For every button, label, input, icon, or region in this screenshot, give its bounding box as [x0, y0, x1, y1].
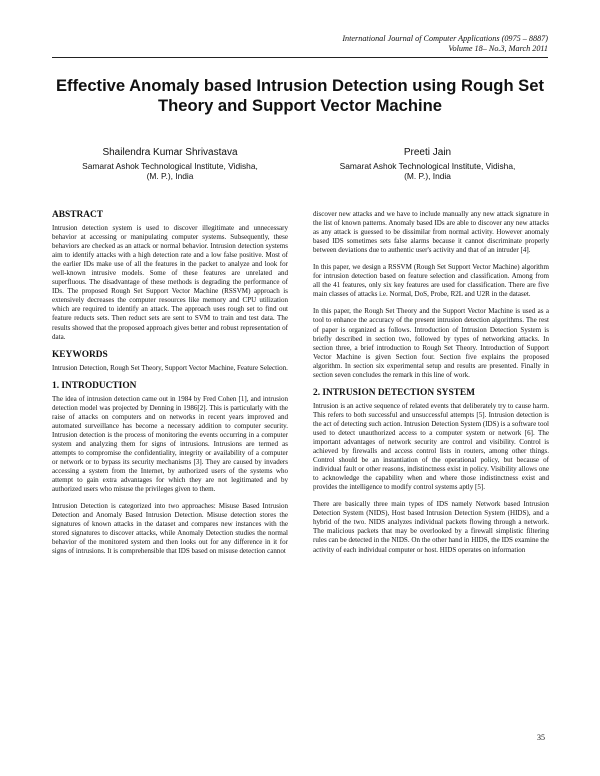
introduction-heading: 1. INTRODUCTION — [52, 380, 137, 391]
journal-name: International Journal of Computer Applications (0975 – 8887) — [342, 34, 548, 43]
right-column — [313, 210, 549, 563]
journal-header — [342, 34, 548, 54]
ids-paragraph-1: Intrusion is an active sequence of related events that deliberately try to cause harm. This refers to both successful and unsuccessful attempts [5]. Intrusion detection is the act of detecting such action. Intrusion Detection System (IDS) is a software tool used to detect unauthorized access to a computer system or network [6]. The important advantages of network security are control and visibility. Control is achieved by firewalls and access control lists in routers, among other things. Control should be an instantiation of the operational policy, but because of individual fault or other reasons, indistinctness exist in policy. Visibility allows one to acknowledge the capability when and where those indistinctness exist and provides the intelligence to modify control systems aptly [5]. — [313, 401, 550, 492]
author-location: (M. P.), India — [146, 171, 194, 181]
intro-paragraph-5: In this paper, the Rough Set Theory and the Support Vector Machine is used as a tool to enhance the accuracy of the present intrusion detection algorithms. The rest of paper is organized as follows. Introduction of Intrusion Detection System is briefly described in section two, followed by types of networking attacks. In section three, a brief introduction to Rough Set Theory. Introduction of Support Vector Machine is given Section four. Section five explains the proposed algorithm. In section six experimental setup and results are presented. Finally in section seven concludes the remark in this line of work. — [313, 307, 549, 379]
left-column — [52, 210, 288, 564]
author-location: (M. P.), India — [404, 171, 451, 181]
page-number: 35 — [537, 733, 545, 742]
header-rule — [52, 57, 548, 58]
intro-paragraph-2: Intrusion Detection is categorized into two approaches: Misuse Based Intrusion Detection and Anomaly Based Intrusion Detection. Misuse detection stores the signatures of known attacks in the dataset and compares new instances with the stored signatures to discover attacks, while Anomaly Detection studies the normal behavior of the monitored system and then looks out for any difference in it for signs of intrusions. It is comprehensible that IDS based on misuse detection cannot — [52, 502, 288, 556]
author-affiliation: Samarat Ashok Technological Institute, Vidisha, — [339, 160, 516, 171]
keywords-heading: KEYWORDS — [52, 349, 108, 360]
intro-paragraph-1: The idea of intrusion detection came out in 1984 by Fred Cohen [1], and intrusion detection model was projected by Denning in 1986[2]. This is particularly with the raise of attacks on computers and on networks in recent years improved and automated surveillance has become a necessary addition to computer security. Intrusion detection is the process of monitoring the events occurring in a computer system and analyzing them for signs of intrusions. Intrusions are termed as attempts to compromise the confidentiality, integrity or availability of a computer or network or to bypass its security mechanisms [3]. They are caused by invaders accessing a system from the Internet, by authorized users of the systems who attempt to gain extra advantages for which they are not legitimated and by authorized users who misuse the privileges given to them. — [52, 394, 288, 494]
author-block-2 — [315, 148, 540, 182]
ids-paragraph-2: There are basically three main types of IDS namely Network based Intrusion Detection System (NIDS), Host based Intrusion Detection System (HIDS), and a hybrid of the two. NIDS analyzes individual packets flowing through a network. The malicious packets that may be overlooked by a firewall simplistic filtering rules can be detected in the NIDS. On the other hand in HIDS, the IDS examine the activity of each individual computer or host. HIDS operates on information — [313, 500, 549, 554]
author-block-1 — [60, 148, 280, 182]
ids-section-heading: 2. INTRUSION DETECTION SYSTEM — [313, 387, 476, 398]
abstract-heading: ABSTRACT — [52, 210, 104, 220]
author-name: Shailendra Kumar Shrivastava — [102, 147, 238, 158]
journal-volume: Volume 18– No.3, March 2011 — [448, 44, 548, 53]
intro-paragraph-4: In this paper, we design a RSSVM (Rough Set Support Vector Machine) algorithm for intrusion detection based on feature selection and classification. Among from all the 41 features, only six key features are used for classification. There are five main classes of attacks i.e. Normal, DoS, Probe, R2L and U2R in the dataset. — [313, 263, 549, 299]
keywords-text: Intrusion Detection, Rough Set Theory, Support Vector Machine, Feature Selection. — [52, 363, 288, 372]
abstract-text: Intrusion detection system is used to discover illegitimate and unnecessary behavior at accessing or manipulating computer systems. Subsequently, these behaviors are checked as an attack or normal behavior. Intrusion detection systems aim to identify attacks with a high detection rate and a low false positive. Most of the earlier IDs make use of all the features in the packet to analyze and look for well-known intrusive models. Some of these features are unrelated and superfluous. The disadvantage of these methods is degrading the performance of IDs. The proposed Rough Set Support Vector Machine (RSSVM) approach is extensively decreases the computer resources like memory and CPU utilization which are required to identify an attack. The approach uses rough set to find out feature reducts sets. Then reduct sets are sent to SVM to train and test data. The results showed that the proposed approach gives better and robust representation of data. — [52, 224, 288, 341]
paper-title: Effective Anomaly based Intrusion Detection using Rough Set Theory and Support Vector Machine — [55, 76, 545, 115]
author-affiliation: Samarat Ashok Technological Institute, Vidisha, — [82, 160, 258, 171]
intro-paragraph-3: discover new attacks and we have to include manually any new attack signature in the list of known patterns. Anomaly based IDs are able to discover any new attacks as any attack is guessed to be dissimilar from normal activity. However anomaly based IDS sometimes sets false alarms because it cannot discriminate properly between deviations due to authentic user's activity and that of an intruder [4]. — [313, 210, 549, 255]
author-name: Preeti Jain — [403, 147, 452, 158]
